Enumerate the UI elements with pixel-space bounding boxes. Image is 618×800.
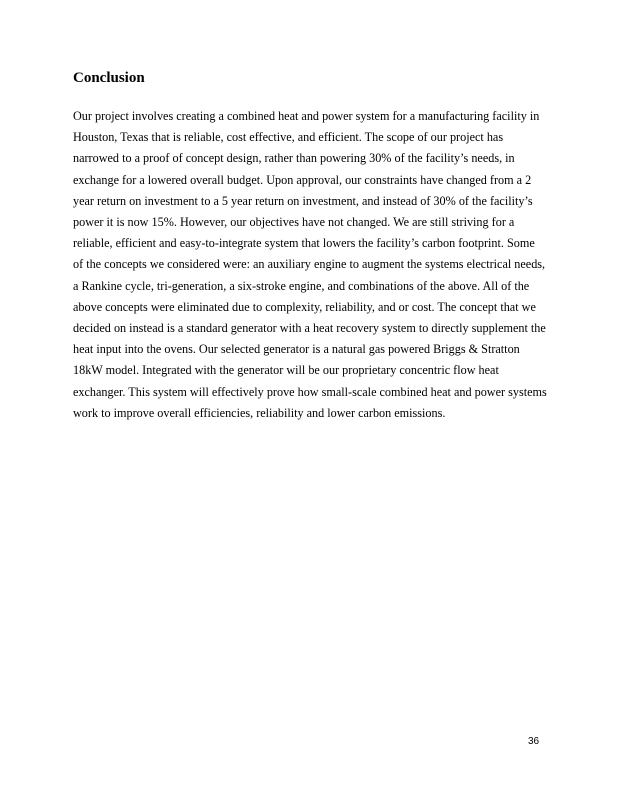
paragraph-line: year return on investment to a 5 year return on investment, and instead of 30% of the facility’s	[73, 193, 533, 208]
paragraph-line: of the concepts we considered were: an auxiliary engine to augment the systems electrical needs,	[73, 257, 546, 272]
paragraph-line: above concepts were eliminated due to complexity, reliability, and or cost. The concept that we	[73, 299, 536, 314]
paragraph-line: work to improve overall efficiencies, reliability and lower carbon emissions.	[73, 405, 446, 420]
paragraph-line: exchange for a lowered overall budget. Upon approval, our constraints have changed from a 2	[73, 172, 532, 187]
paragraph-line: reliable, efficient and easy-to-integrate system that lowers the facility’s carbon footprint. Some	[73, 236, 535, 251]
paragraph-line: narrowed to a proof of concept design, rather than powering 30% of the facility’s needs, in	[73, 151, 515, 166]
paragraph-line: heat input into the ovens. Our selected generator is a natural gas powered Briggs & Stratton	[73, 342, 520, 357]
conclusion-paragraph	[73, 106, 547, 424]
paragraph-line: decided on instead is a standard generator with a heat recovery system to directly supplement the	[73, 321, 546, 336]
page-number: 36	[528, 736, 540, 747]
paragraph-line: 18kW model. Integrated with the generator will be our proprietary concentric flow heat	[73, 363, 499, 378]
section-heading: Conclusion	[73, 70, 145, 86]
paragraph-line: Houston, Texas that is reliable, cost effective, and efficient. The scope of our project has	[73, 130, 504, 145]
paragraph-line: exchanger. This system will effectively prove how small-scale combined heat and power systems	[73, 384, 547, 399]
paragraph-line: Our project involves creating a combined heat and power system for a manufacturing facility in	[73, 109, 540, 123]
paragraph-line: a Rankine cycle, tri-generation, a six-stroke engine, and combinations of the above. All of the	[73, 278, 530, 293]
paragraph-line: power it is now 15%. However, our objectives have not changed. We are still striving for a	[73, 215, 515, 230]
